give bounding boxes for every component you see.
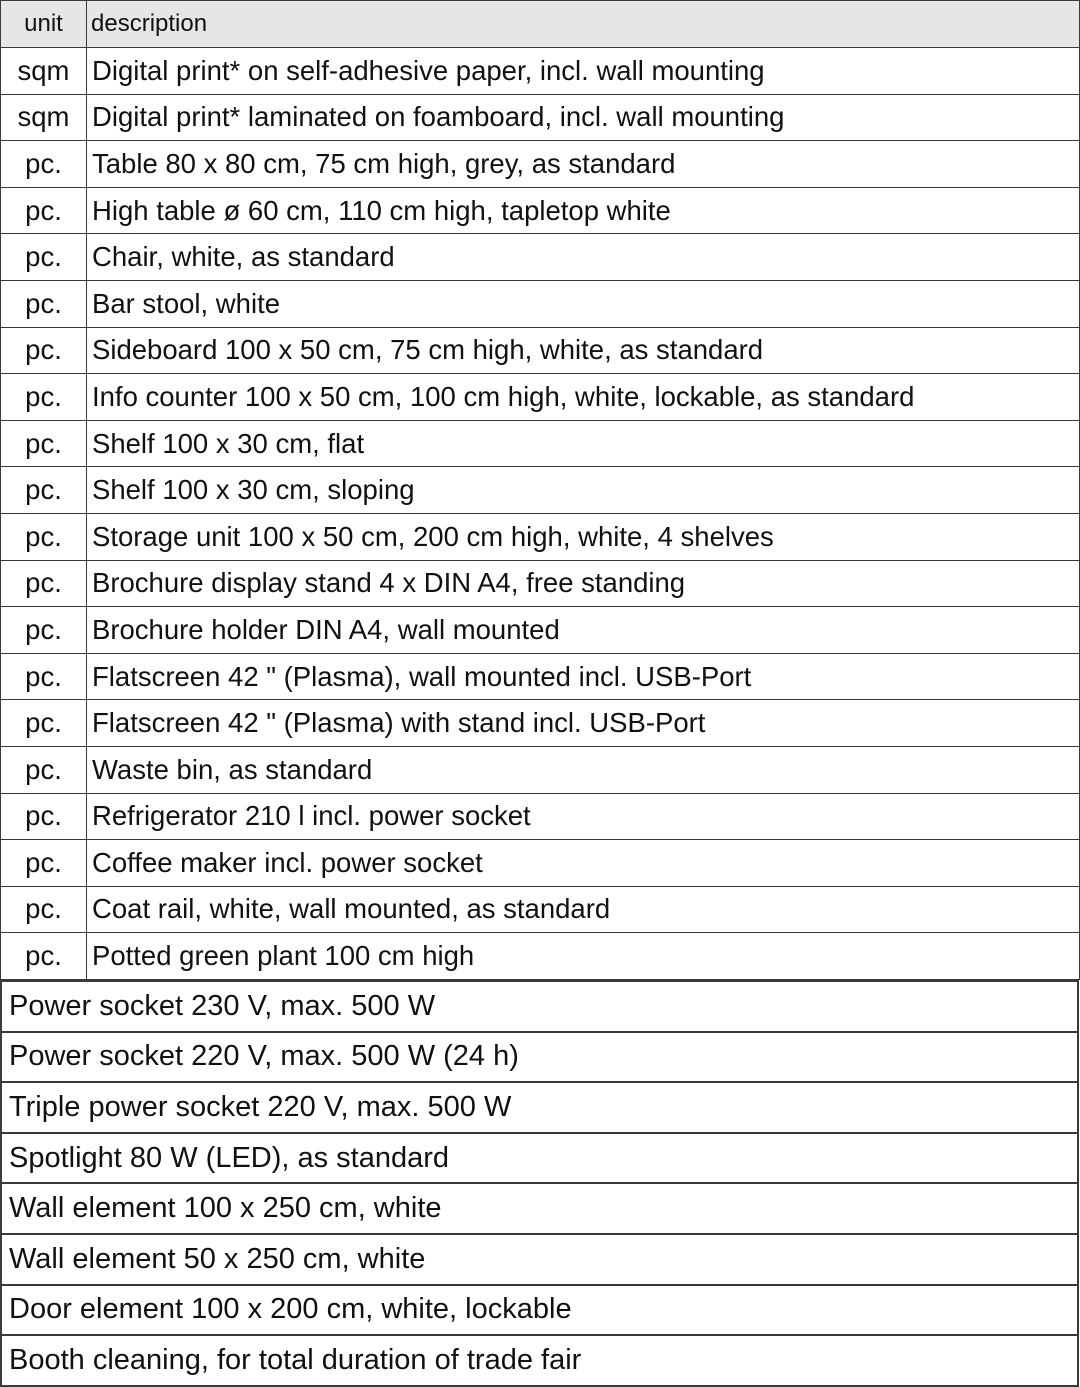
unit-cell: pc. — [1, 513, 87, 560]
unit-cell: pc. — [1, 374, 87, 421]
service-cell: Triple power socket 220 V, max. 500 W — [1, 1082, 1078, 1133]
description-cell: Flatscreen 42 " (Plasma), wall mounted incl. USB-Port — [87, 653, 1080, 700]
unit-cell: pc. — [1, 746, 87, 793]
table-row — [1, 746, 1080, 793]
service-cell: Wall element 50 x 250 cm, white — [1, 1234, 1078, 1285]
service-cell: Power socket 230 V, max. 500 W — [1, 981, 1078, 1032]
unit-cell: pc. — [1, 420, 87, 467]
description-cell: Flatscreen 42 " (Plasma) with stand incl. USB-Port — [87, 700, 1080, 747]
unit-cell: pc. — [1, 793, 87, 840]
description-cell: Shelf 100 x 30 cm, sloping — [87, 467, 1080, 514]
table-row — [1, 1183, 1078, 1234]
description-cell: High table ø 60 cm, 110 cm high, tapletop white — [87, 187, 1080, 234]
description-cell: Info counter 100 x 50 cm, 100 cm high, white, lockable, as standard — [87, 374, 1080, 421]
unit-cell: pc. — [1, 886, 87, 933]
unit-cell: pc. — [1, 653, 87, 700]
table-row — [1, 420, 1080, 467]
table-row — [1, 187, 1080, 234]
table-row — [1, 48, 1080, 95]
table-row — [1, 94, 1080, 141]
unit-cell: sqm — [1, 48, 87, 95]
unit-cell: pc. — [1, 700, 87, 747]
table-row — [1, 653, 1080, 700]
service-cell: Door element 100 x 200 cm, white, lockable — [1, 1285, 1078, 1336]
description-cell: Digital print* laminated on foamboard, incl. wall mounting — [87, 94, 1080, 141]
unit-cell: pc. — [1, 327, 87, 374]
table-row — [1, 1133, 1078, 1184]
unit-cell: pc. — [1, 560, 87, 607]
table-row — [1, 607, 1080, 654]
description-cell: Waste bin, as standard — [87, 746, 1080, 793]
table-row — [1, 513, 1080, 560]
description-cell: Bar stool, white — [87, 280, 1080, 327]
table-row — [1, 1032, 1078, 1083]
table-row — [1, 840, 1080, 887]
table-row — [1, 886, 1080, 933]
table-row — [1, 1234, 1078, 1285]
table-row — [1, 1285, 1078, 1336]
unit-cell: sqm — [1, 94, 87, 141]
table-row — [1, 234, 1080, 281]
table-row — [1, 560, 1080, 607]
description-cell: Storage unit 100 x 50 cm, 200 cm high, white, 4 shelves — [87, 513, 1080, 560]
table-row — [1, 280, 1080, 327]
services-table — [0, 980, 1079, 1387]
unit-cell: pc. — [1, 187, 87, 234]
unit-cell: pc. — [1, 141, 87, 188]
table-row — [1, 793, 1080, 840]
service-cell: Spotlight 80 W (LED), as standard — [1, 1133, 1078, 1184]
description-cell: Refrigerator 210 l incl. power socket — [87, 793, 1080, 840]
service-cell: Power socket 220 V, max. 500 W (24 h) — [1, 1032, 1078, 1083]
table-row — [1, 933, 1080, 980]
table-row — [1, 1335, 1078, 1386]
table-row — [1, 141, 1080, 188]
description-cell: Coat rail, white, wall mounted, as standard — [87, 886, 1080, 933]
table-row — [1, 374, 1080, 421]
unit-column-header: unit — [1, 1, 87, 48]
unit-cell: pc. — [1, 840, 87, 887]
service-cell: Wall element 100 x 250 cm, white — [1, 1183, 1078, 1234]
description-column-header: description — [87, 1, 1080, 48]
table-row — [1, 700, 1080, 747]
unit-cell: pc. — [1, 234, 87, 281]
description-cell: Digital print* on self-adhesive paper, incl. wall mounting — [87, 48, 1080, 95]
unit-cell: pc. — [1, 933, 87, 980]
unit-cell: pc. — [1, 467, 87, 514]
table-row — [1, 467, 1080, 514]
description-cell: Brochure holder DIN A4, wall mounted — [87, 607, 1080, 654]
service-cell: Booth cleaning, for total duration of trade fair — [1, 1335, 1078, 1386]
table-header-row — [1, 1, 1080, 48]
description-cell: Potted green plant 100 cm high — [87, 933, 1080, 980]
unit-cell: pc. — [1, 607, 87, 654]
description-cell: Table 80 x 80 cm, 75 cm high, grey, as standard — [87, 141, 1080, 188]
table-row — [1, 1082, 1078, 1133]
description-cell: Coffee maker incl. power socket — [87, 840, 1080, 887]
description-cell: Shelf 100 x 30 cm, flat — [87, 420, 1080, 467]
unit-cell: pc. — [1, 280, 87, 327]
description-cell: Sideboard 100 x 50 cm, 75 cm high, white, as standard — [87, 327, 1080, 374]
description-cell: Chair, white, as standard — [87, 234, 1080, 281]
table-row — [1, 327, 1080, 374]
description-cell: Brochure display stand 4 x DIN A4, free standing — [87, 560, 1080, 607]
table-row — [1, 981, 1078, 1032]
